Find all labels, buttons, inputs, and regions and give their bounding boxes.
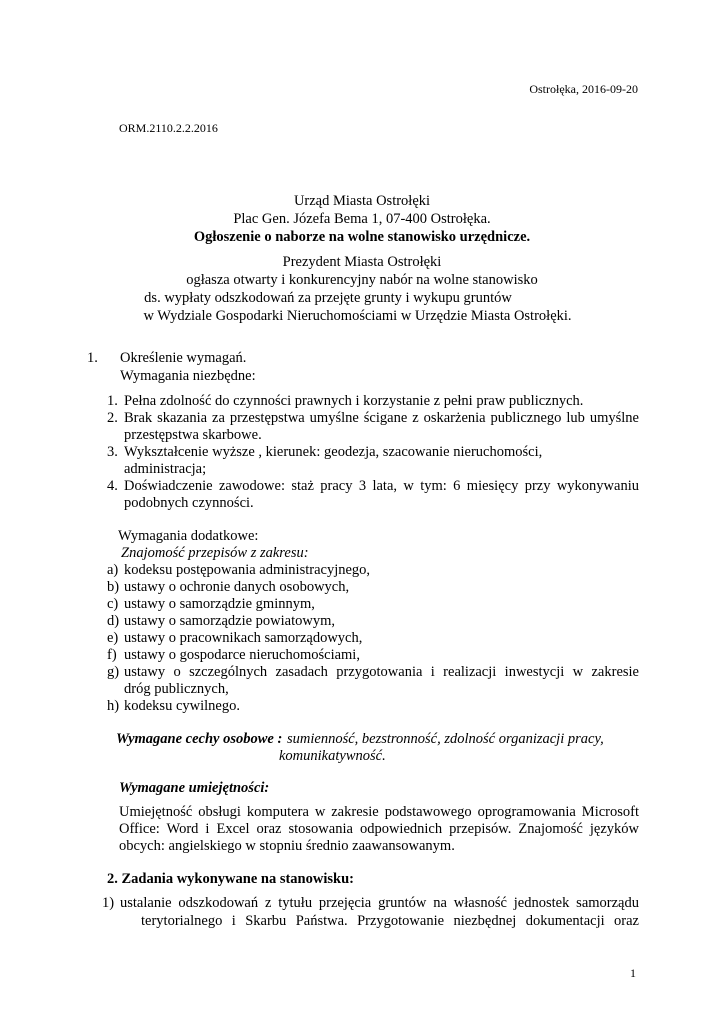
traits-line-2: komunikatywność. (279, 748, 386, 764)
knowledge-letter: d) (107, 613, 120, 629)
knowledge-item: ustawy o samorządzie gminnym, (124, 596, 315, 612)
knowledge-letter: b) (107, 579, 120, 595)
required-item: Pełna zdolność do czynności prawnych i korzystanie z pełni praw publicznych. (124, 393, 584, 409)
knowledge-letter: a) (107, 562, 119, 578)
office-name: Urząd Miasta Ostrołęki (293, 193, 431, 209)
skills-heading: Wymagane umiejętności: (119, 780, 270, 796)
required-item: Doświadczenie zawodowe: staż pracy 3 lata, w tym: 6 miesięcy przy wykonywaniu (124, 478, 639, 494)
section-1-number: 1. (87, 350, 98, 366)
document-date: Ostrołęka, 2016-09-20 (529, 82, 638, 96)
task-line-2: terytorialnego i Skarbu Państwa. Przygotowanie niezbędnej dokumentacji oraz (141, 913, 639, 929)
knowledge-item: ustawy o szczególnych zasadach przygotowania i realizacji inwestycji w zakresie (124, 664, 639, 680)
knowledge-letter: e) (107, 630, 119, 646)
required-item-cont: administracja; (124, 461, 207, 477)
announce-line-1: ogłasza otwarty i konkurencyjny nabór na wolne stanowisko (186, 272, 538, 288)
knowledge-letter: f) (107, 647, 117, 663)
task-num: 1) (102, 895, 115, 911)
task-line-1: ustalanie odszkodowań z tytułu przejęcia gruntów na własność jednostek samorządu (120, 895, 639, 911)
section-2-heading: 2. Zadania wykonywane na stanowisku: (107, 871, 354, 887)
required-num: 1. (107, 393, 118, 409)
knowledge-item: ustawy o samorządzie powiatowym, (124, 613, 336, 629)
page-number: 1 (630, 966, 636, 980)
knowledge-item: ustawy o ochronie danych osobowych, (124, 579, 350, 595)
knowledge-letter: h) (107, 698, 120, 714)
skills-line-1: Umiejętność obsługi komputera w zakresie podstawowego oprogramowania Microsoft (119, 804, 639, 820)
announce-line-2: ds. wypłaty odszkodowań za przejęte grunty i wykupu gruntów (144, 290, 512, 306)
knowledge-item: ustawy o gospodarce nieruchomościami, (124, 647, 360, 663)
required-num: 4. (107, 478, 118, 494)
announce-line-3: w Wydziale Gospodarki Nieruchomościami w Urzędzie Miasta Ostrołęki. (143, 308, 572, 324)
required-item: Wykształcenie wyższe , kierunek: geodezja, szacowanie nieruchomości, (124, 444, 543, 460)
knowledge-letter: g) (107, 664, 120, 680)
knowledge-heading: Znajomość przepisów z zakresu: (121, 545, 309, 561)
president-title: Prezydent Miasta Ostrołęki (282, 254, 442, 270)
document-reference: ORM.2110.2.2.2016 (119, 121, 218, 135)
document-header (0, 192, 724, 325)
section-1-heading: Określenie wymagań. (120, 350, 247, 366)
required-heading: Wymagania niezbędne: (120, 368, 256, 384)
skills-line-3: obcych: angielskiego w stopniu średnio zaawansowanym. (119, 838, 455, 854)
skills-line-2: Office: Word i Excel oraz stosowania odpowiednich przepisów. Znajomość języków (119, 821, 639, 837)
knowledge-item: kodeksu cywilnego. (124, 698, 240, 714)
knowledge-letter: c) (107, 596, 119, 612)
required-item-cont: przestępstwa skarbowe. (124, 427, 262, 443)
knowledge-item: ustawy o pracownikach samorządowych, (124, 630, 363, 646)
required-num: 2. (107, 410, 118, 426)
announcement-title: Ogłoszenie o naborze na wolne stanowisko urzędnicze. (193, 229, 531, 245)
knowledge-item-cont: dróg publicznych, (124, 681, 229, 697)
traits-label: Wymagane cechy osobowe : (116, 731, 283, 747)
office-address: Plac Gen. Józefa Bema 1, 07-400 Ostrołęka. (233, 211, 491, 227)
required-item: Brak skazania za przestępstwa umyślne ścigane z oskarżenia publicznego lub umyślne (124, 410, 639, 426)
required-item-cont: podobnych czynności. (124, 495, 254, 511)
required-num: 3. (107, 444, 118, 460)
knowledge-item: kodeksu postępowania administracyjnego, (124, 562, 371, 578)
additional-heading: Wymagania dodatkowe: (118, 528, 259, 544)
traits-line-1: sumienność, bezstronność, zdolność organizacji pracy, (287, 731, 604, 747)
